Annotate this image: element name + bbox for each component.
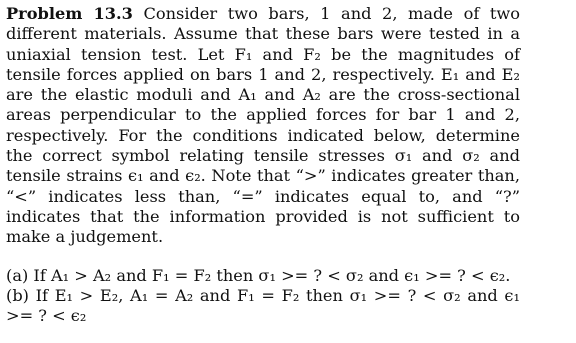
problem-label: Problem 13.3 <box>6 4 133 23</box>
problem-text: Consider two bars, 1 and 2, made of two different materials. Assume that these bars were tested in a uniaxial tension test. Let F₁ and F₂ be the magnitudes of tensile forces applied on bars 1 and 2, respectively. E₁ and E₂ are the elastic moduli and A₁ and A₂ are the cross-sectional areas perpendicular to the applied forces for bar 1 and 2, respectively. For the conditions indicated below, determine the correct symbol relating tensile stresses σ₁ and σ₂ and tensile strains ϵ₁ and ϵ₂. Note that “>” indicates greater than, “<” indicates less than, “=” indicates equal to, and “?” indicates that the information provided is not sufficient to make a judgement. <box>6 4 520 247</box>
part-a: (a) If A₁ > A₂ and F₁ = F₂ then σ₁ >= ? < σ₂ and ϵ₁ >= ? < ϵ₂. <box>6 265 511 285</box>
problem-document <box>6 4 520 326</box>
problem-parts <box>6 266 520 327</box>
part-b: (b) If E₁ > E₂, A₁ = A₂ and F₁ = F₂ then σ₁ >= ? < σ₂ and ϵ₁ >= ? < ϵ₂ <box>6 285 520 326</box>
problem-statement <box>6 4 520 248</box>
